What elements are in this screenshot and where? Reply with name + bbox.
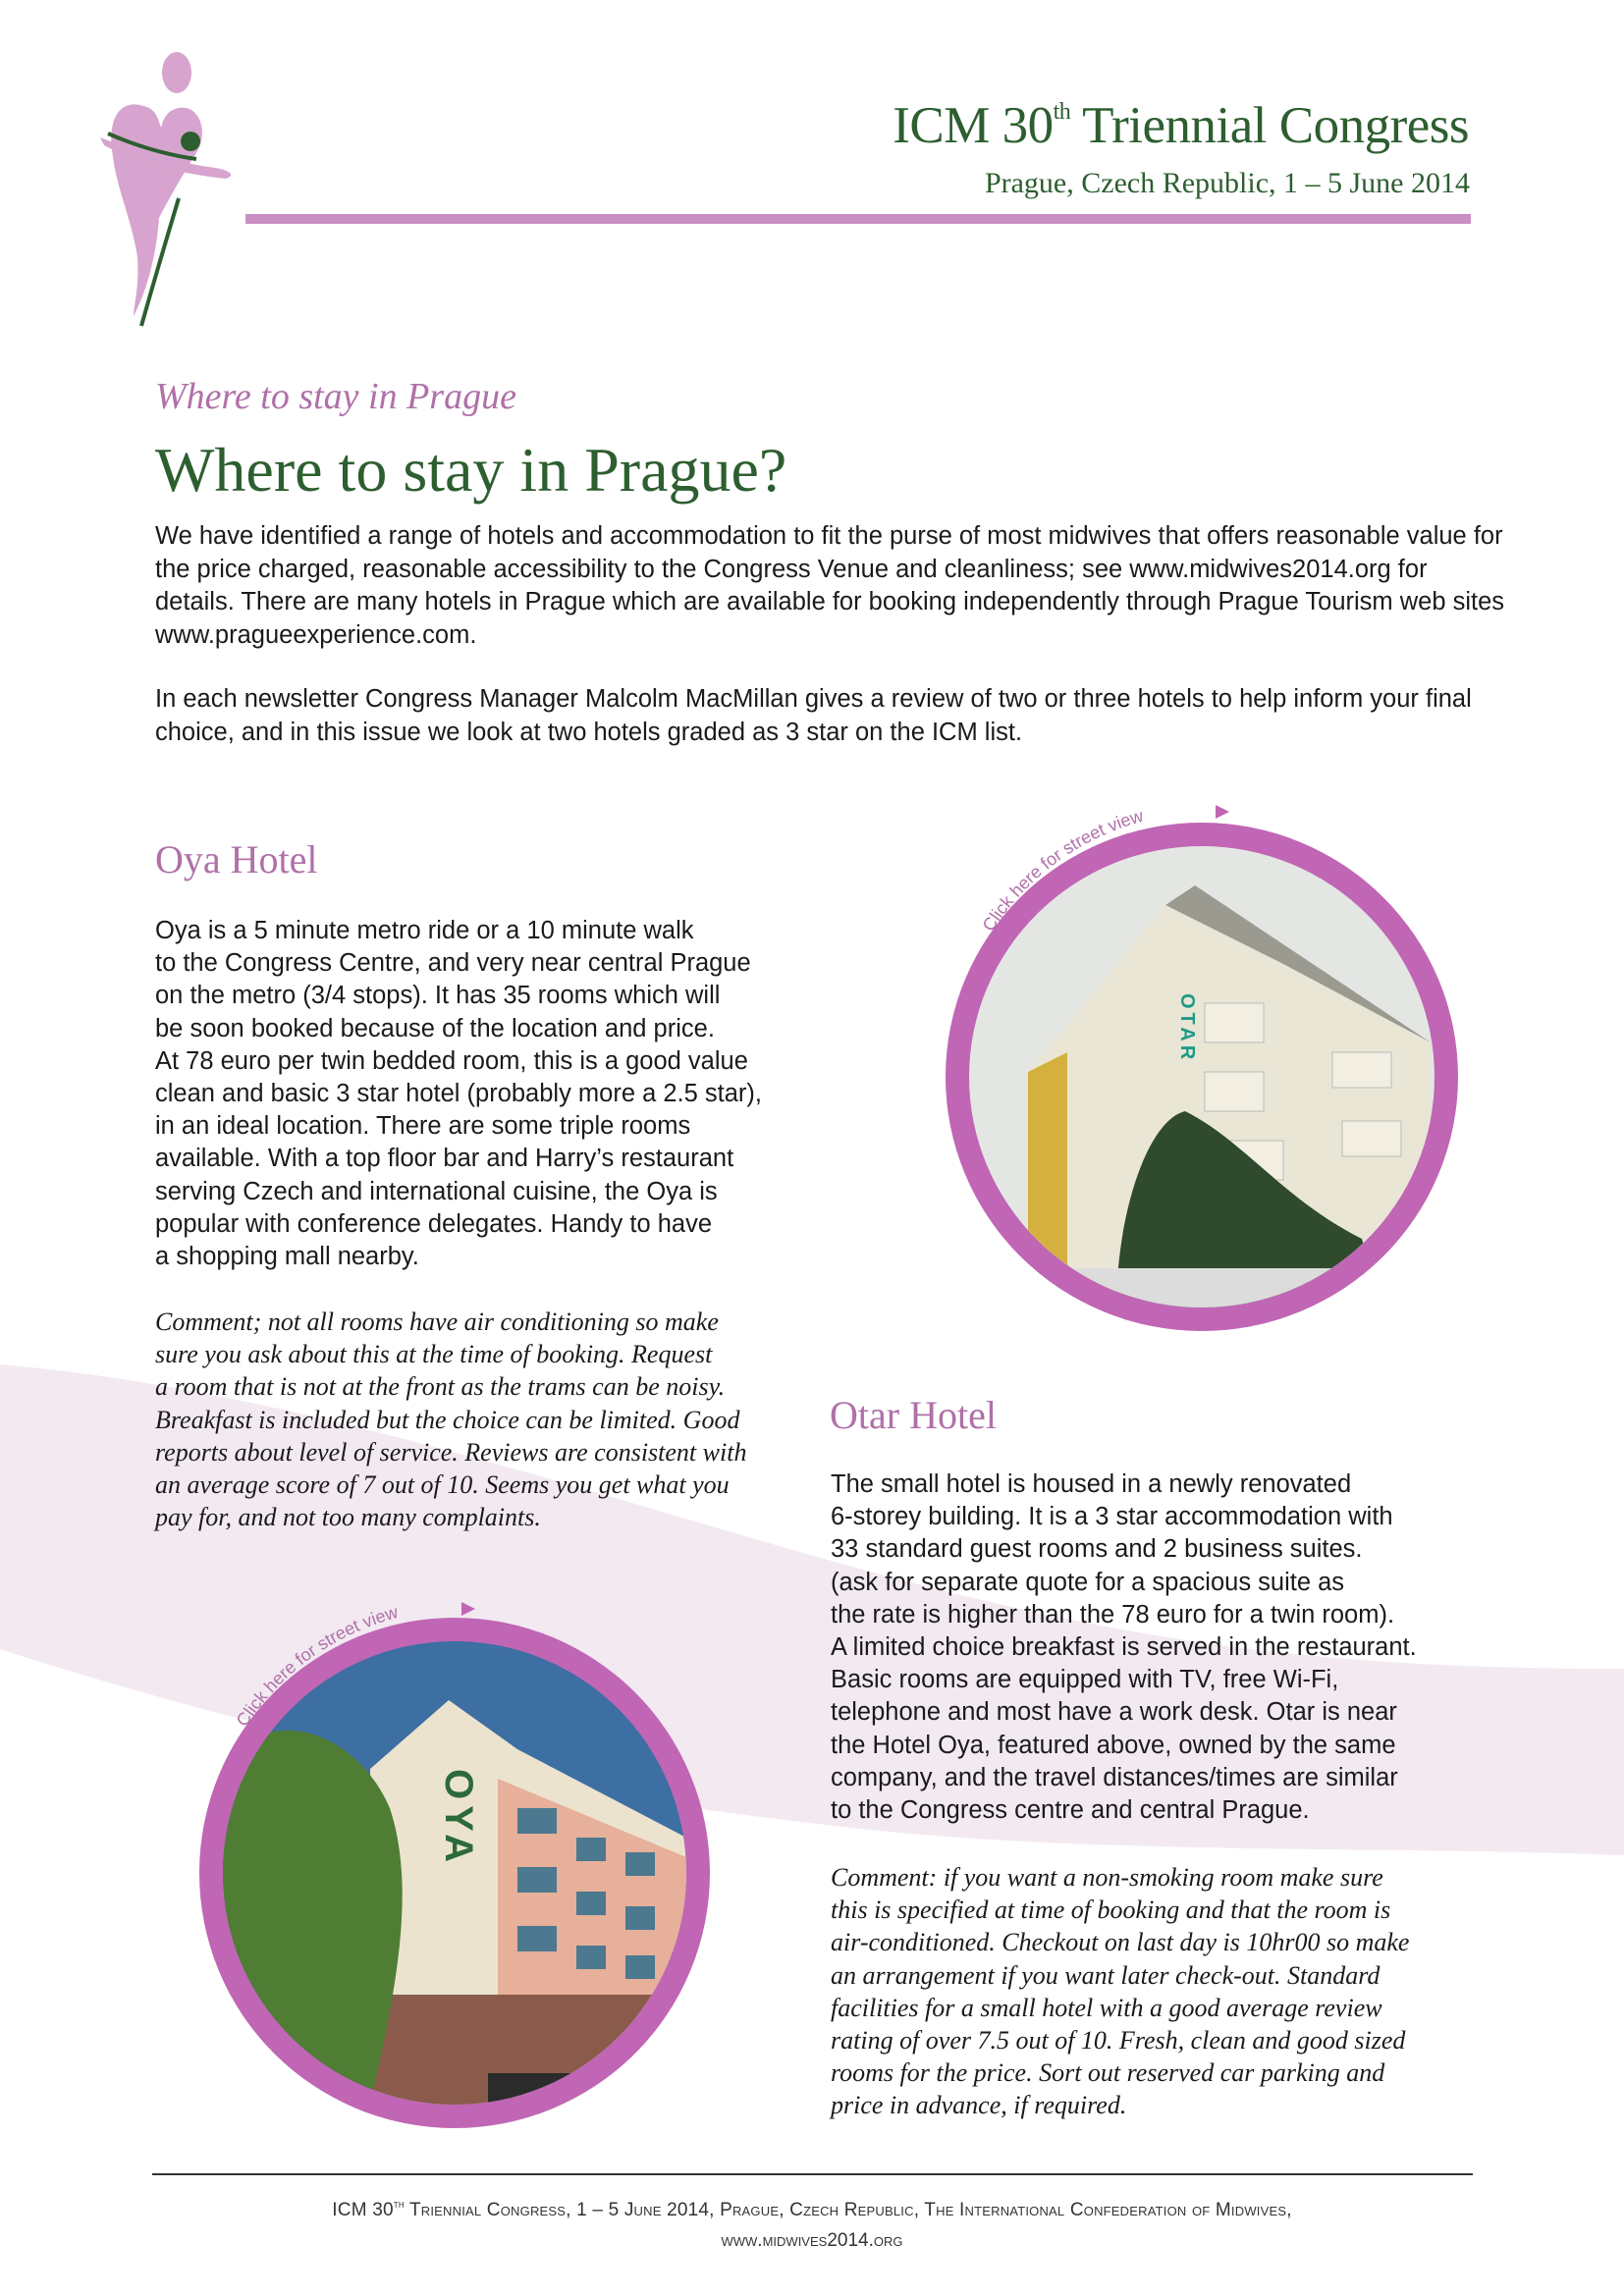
oya-street-view-link[interactable]: [226, 1580, 520, 1728]
text-line: to the Congress centre and central Prague.: [831, 1796, 1310, 1825]
play-arrow-icon: [1216, 805, 1229, 819]
icm-midwife-logo-icon: [61, 51, 287, 336]
text-line: the Hotel Oya, featured above, owned by the same: [831, 1731, 1396, 1759]
street-view-label: [979, 805, 1147, 933]
street-view-label-text: Click here for street view: [232, 1602, 401, 1728]
text-line: serving Czech and international cuisine, the Oya is: [155, 1177, 718, 1205]
congress-title: [893, 96, 1469, 155]
text-line: a shopping mall nearby.: [155, 1243, 419, 1271]
oya-hotel-heading: Oya Hotel: [155, 837, 318, 881]
otar-street-view-link[interactable]: [962, 785, 1257, 933]
text-line: price in advance, if required.: [831, 2091, 1127, 2120]
otar-hotel-heading: Otar Hotel: [830, 1393, 997, 1437]
intro-paragraph: We have identified a range of hotels and accommodation to fit the purse of most midwives that offers reasonable value for the price charged, reasonable accessibility to the Congress Venue and cleanliness; see www.midwives2014.org for details. There are many hotels in Prague which are available for booking independently through Prague Tourism web sites www.pragueexperience.com.: [155, 522, 1505, 649]
footer-sup: th: [393, 2199, 405, 2211]
play-arrow-icon: [461, 1602, 475, 1616]
text-line: popular with conference delegates. Handy to have: [155, 1209, 713, 1238]
text-line: Breakfast is included but the choice can be limited. Good: [155, 1405, 740, 1434]
text-line: sure you ask about this at the time of booking. Request: [155, 1340, 713, 1369]
text-line: a room that is not at the front as the trams can be noisy.: [155, 1372, 726, 1402]
otar-hotel-comment: [831, 1861, 1409, 2122]
text-line: rating of over 7.5 out of 10. Fresh, clean and good sized: [831, 2026, 1406, 2056]
oya-hotel-description: [155, 915, 762, 1273]
text-line: Comment: if you want a non-smoking room make sure: [831, 1863, 1383, 1892]
congress-subtitle: Prague, Czech Republic, 1 – 5 June 2014: [984, 167, 1470, 199]
text-line: Oya is a 5 minute metro ride or a 10 minute walk: [155, 917, 694, 944]
text-line: A limited choice breakfast is served in the restaurant.: [831, 1633, 1417, 1662]
text-line: Basic rooms are equipped with TV, free Wi-Fi,: [831, 1666, 1339, 1694]
street-view-label: [233, 1602, 402, 1728]
section-kicker: Where to stay in Prague: [155, 376, 516, 417]
footer-text: [0, 2200, 1624, 2221]
footer-suffix: Triennial Congress, 1 – 5 June 2014, Prague, Czech Republic, The International Confederation of Midwives,: [404, 2200, 1292, 2220]
text-line: company, and the travel distances/times are similar: [831, 1763, 1398, 1791]
text-line: telephone and most have a work desk. Otar is near: [831, 1698, 1397, 1727]
page-title: Where to stay in Prague?: [155, 435, 787, 505]
text-line: (ask for separate quote for a spacious suite as: [831, 1568, 1345, 1596]
text-line: to the Congress Centre, and very near central Prague: [155, 949, 751, 978]
congress-title-prefix: ICM 30: [893, 97, 1054, 154]
text-line: 33 standard guest rooms and 2 business suites.: [831, 1535, 1363, 1564]
oya-sign: OYA: [437, 1769, 480, 1869]
text-line: At 78 euro per twin bedded room, this is a good value: [155, 1046, 748, 1075]
header-divider: [245, 214, 1471, 224]
oya-hotel-comment: [155, 1306, 746, 1533]
text-line: Comment; not all rooms have air conditioning so make: [155, 1308, 719, 1336]
text-line: The small hotel is housed in a newly renovated: [831, 1470, 1352, 1498]
text-line: available. With a top floor bar and Harry’s restaurant: [155, 1145, 734, 1173]
text-line: be soon booked because of the location and price.: [155, 1014, 715, 1042]
text-line: pay for, and not too many complaints.: [155, 1503, 541, 1532]
text-line: reports about level of service. Reviews are consistent with: [155, 1437, 747, 1467]
footer-divider: [152, 2173, 1473, 2175]
text-line: the rate is higher than the 78 euro for a twin room).: [831, 1600, 1395, 1629]
congress-title-sup: th: [1053, 99, 1071, 125]
otar-sign: OTAR: [1176, 993, 1198, 1064]
text-line: this is specified at time of booking and that the room is: [831, 1896, 1391, 1925]
intro-text: [155, 520, 1510, 780]
footer-website-link[interactable]: www.midwives2014.org: [721, 2230, 903, 2251]
intro-paragraph: In each newsletter Congress Manager Malcolm MacMillan gives a review of two or three hotels to help inform your final choice, and in this issue we look at two hotels graded as 3 star on the ICM list.: [155, 685, 1472, 746]
text-line: an average score of 7 out of 10. Seems you get what you: [155, 1470, 730, 1500]
text-line: clean and basic 3 star hotel (probably more a 2.5 star),: [155, 1080, 762, 1108]
text-line: air-conditioned. Checkout on last day is 10hr00 so make: [831, 1928, 1410, 1957]
text-line: rooms for the price. Sort out reserved car parking and: [831, 2058, 1385, 2088]
street-view-label-text: Click here for street view: [978, 805, 1146, 933]
text-line: on the metro (3/4 stops). It has 35 rooms which will: [155, 982, 721, 1010]
text-line: facilities for a small hotel with a good average review: [831, 1993, 1382, 2022]
text-line: an arrangement if you want later check-out. Standard: [831, 1960, 1380, 1990]
congress-title-suffix: Triennial Congress: [1070, 97, 1469, 154]
footer-prefix: ICM 30: [332, 2200, 394, 2220]
otar-hotel-description: [831, 1468, 1417, 1827]
text-line: in an ideal location. There are some triple rooms: [155, 1112, 691, 1141]
text-line: 6-storey building. It is a 3 star accommodation with: [831, 1503, 1393, 1531]
